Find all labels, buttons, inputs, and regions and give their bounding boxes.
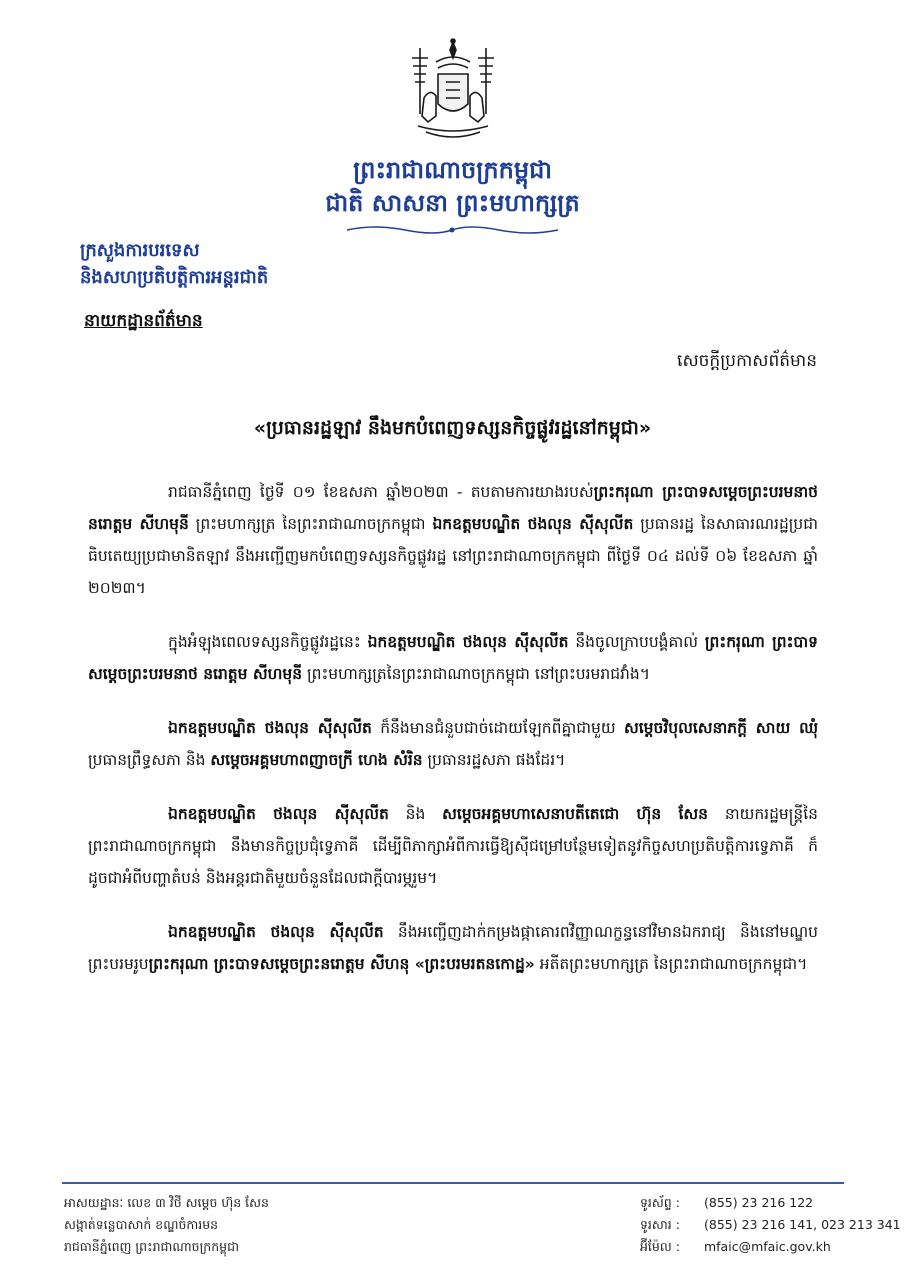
phone-label: ទូរស័ព្ទ :	[640, 1195, 680, 1210]
text-run: ក៏នឹងមានជំនួបជាច់ដោយឡែកពីគ្នាជាមួយ	[371, 719, 624, 737]
royal-coat-of-arms-icon	[398, 38, 508, 146]
text-run: ប្រធានរដ្ឋ នៃសាធារណរដ្ឋប្រជាធិបតេយ្យប្រជាមានិតឡាវ នឹងអញ្ជើញមកបំពេញទស្សនកិច្ចផ្លូវរដ្ឋ នៅព្រះរាជាណាចក្រកម្ពុជា ពីថ្ងៃទី ០៤ ដល់ទី ០៦ ខែឧសភា ឆ្នាំ ២០២៣។	[88, 515, 818, 597]
fax-row	[640, 1214, 901, 1236]
bold-run: ព្រះករុណា ព្រះបាទសម្តេចព្រះបរមនាថ នរោត្តម សីហមុនី	[88, 633, 818, 683]
footer-divider	[62, 1182, 844, 1184]
text-run: រាជធានីភ្នំពេញ ថ្ងៃទី ០១ ខែឧសភា ឆ្នាំ២០២៣ - តបតាមការយាងរបស់	[168, 483, 594, 501]
bold-run: សម្តេចអគ្គមហាសេនាបតីតេជោ ហ៊ុន សែន	[442, 805, 708, 823]
phone-row	[640, 1192, 901, 1214]
text-run: និង	[388, 805, 443, 823]
department-name: នាយកដ្ឋានព័ត៌មាន	[84, 311, 203, 331]
body-text	[88, 476, 818, 1002]
text-run: នឹងអញ្ជើញដាក់កម្រងផ្កាគោរពវិញ្ញាណក្ខន្ធនៅវិមានឯករាជ្យ និងនៅមណ្ឌបព្រះបរមរូប	[88, 923, 818, 973]
address-line-2: សង្កាត់ទន្លេបាសាក់ ខណ្ឌចំការមន	[64, 1217, 219, 1232]
ornament-divider-icon	[345, 224, 560, 236]
text-run: នាយករដ្ឋមន្ត្រីនៃព្រះរាជាណាចក្រកម្ពុជា នឹងមានកិច្ចប្រជុំទ្វេភាគី ដើម្បីពិភាក្សាអំពីការធ្វើឱ្យស៊ីជម្រៅបន្ថែមទៀតនូវកិច្ចសហប្រតិបត្តិការទ្វេភាគី ក៏ដូចជាអំពីបញ្ហាតំបន់ និងអន្តរជាតិមួយចំនួនដែលជាក្តីបារម្ភរួម។	[88, 805, 818, 887]
headline: «ប្រធានរដ្ឋឡាវ នឹងមកបំពេញទស្សនកិច្ចផ្លូវរដ្ឋនៅកម្ពុជា»	[253, 417, 652, 439]
fax-value: (855) 23 216 141, 023 213 341	[703, 1217, 901, 1232]
kingdom-title: ព្រះរាជាណាចក្រកម្ពុជា	[353, 156, 552, 184]
text-run: ក្នុងអំឡុងពេលទស្សនកិច្ចផ្លូវរដ្ឋនេះ	[168, 633, 368, 651]
email-link[interactable]: mfaic@mfaic.gov.kh	[703, 1239, 831, 1254]
bold-run: ឯកឧត្តមបណ្ឌិត ថងលុន ស៊ីសុលីត	[168, 719, 372, 737]
paragraph-1	[88, 476, 818, 604]
national-motto: ជាតិ សាសនា ព្រះមហាក្សត្រ	[325, 189, 580, 217]
paragraph-5	[88, 916, 818, 980]
address-line-1: អាសយដ្ឋានៈ លេខ ៣ វិថី សម្តេច ហ៊ុន សែន	[64, 1195, 269, 1210]
email-row	[640, 1236, 901, 1258]
footer-address	[64, 1192, 269, 1258]
bold-run: សម្តេចអគ្គមហាពញាចក្រី ហេង សំរិន	[210, 751, 423, 769]
paragraph-2	[88, 626, 818, 690]
bold-run: ព្រះករុណា ព្រះបាទសម្តេចព្រះនរោត្តម សីហនុ «ព្រះបរមរតនកោដ្ឋ»	[148, 955, 535, 973]
paragraph-4	[88, 798, 818, 894]
bold-run: ឯកឧត្តមបណ្ឌិត ថងលុន ស៊ីសុលីត	[168, 805, 389, 823]
text-run: នឹងចូលក្រាបបង្គំគាល់	[568, 633, 705, 651]
text-run: អតីតព្រះមហាក្សត្រ នៃព្រះរាជាណាចក្រកម្ពុជា។	[534, 955, 808, 973]
bold-run: ឯកឧត្តមបណ្ឌិត ថងលុន ស៊ីសុលីត	[367, 633, 569, 651]
ministry-name-line2: និងសហប្រតិបត្តិការអន្តរជាតិ	[80, 267, 269, 288]
bold-run: ព្រះករុណា ព្រះបាទសម្តេចព្រះបរមនាថ នរោត្តម សីហមុនី	[88, 483, 818, 533]
bold-run: ឯកឧត្តមបណ្ឌិត ថងលុន ស៊ីសុលីត	[168, 923, 384, 941]
document-type: សេចក្តីប្រកាសព័ត៌មាន	[677, 351, 817, 371]
paragraph-3	[88, 712, 818, 776]
text-run: ប្រធានរដ្ឋសភា ផងដែរ។	[422, 751, 566, 769]
text-run: ព្រះមហាក្សត្រ នៃព្រះរាជាណាចក្រកម្ពុជា	[188, 515, 433, 533]
fax-label: ទូរសារ :	[640, 1217, 680, 1232]
text-run: ព្រះមហាក្សត្រនៃព្រះរាជាណាចក្រកម្ពុជា នៅព្រះបរមរាជវាំង។	[302, 665, 650, 683]
phone-value: (855) 23 216 122	[703, 1195, 814, 1210]
ministry-name-line1: ក្រសួងការបរទេស	[80, 240, 200, 261]
bold-run: ឯកឧត្តមបណ្ឌិត ថងលុន ស៊ីសុលីត	[432, 515, 634, 533]
text-run: ប្រធានព្រឹទ្ធសភា និង	[88, 751, 211, 769]
bold-run: សម្តេចវិបុលសេនាភក្តី សាយ ឈុំ	[623, 719, 818, 737]
address-line-3: រាជធានីភ្នំពេញ ព្រះរាជាណាចក្រកម្ពុជា	[64, 1239, 239, 1254]
email-label: អ៊ីម៉ែល :	[640, 1239, 680, 1254]
footer-contacts	[640, 1192, 901, 1258]
